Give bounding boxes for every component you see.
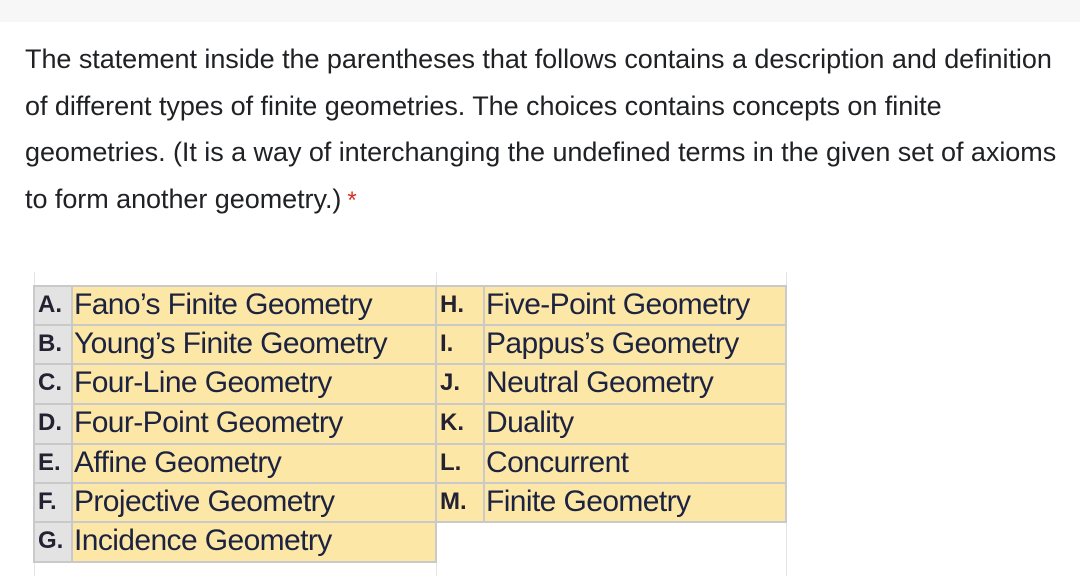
- choice-letter: L.: [436, 444, 484, 483]
- required-marker: *: [347, 186, 357, 214]
- table-row-border: [34, 285, 786, 287]
- choices-table-image: [30, 272, 790, 576]
- choice-letter: H.: [436, 286, 484, 325]
- table-column-border: [483, 285, 485, 523]
- choice-term: Incidence Geometry: [72, 522, 436, 562]
- choice-term: Four-Line Geometry: [72, 364, 436, 404]
- choice-term: Finite Geometry: [484, 483, 786, 522]
- choice-term: Five-Point Geometry: [484, 286, 786, 325]
- top-strip: [0, 0, 1080, 22]
- table-row-border: [34, 443, 786, 445]
- choice-letter: A.: [34, 286, 72, 325]
- table-column-border: [33, 285, 35, 563]
- table-row-border: [34, 521, 786, 523]
- choice-letter: J.: [436, 364, 484, 404]
- table-column-border: [71, 285, 73, 563]
- choice-letter: I.: [436, 325, 484, 364]
- choice-term: Young’s Finite Geometry: [72, 325, 436, 364]
- question-body: The statement inside the parentheses that follows contains a description and definition of different types of finite geometries. The choices contains concepts on finite geometries. (It is a way of interchanging the undefined terms in the given set of axioms to form another geometry.): [25, 44, 1057, 214]
- choice-letter: G.: [34, 522, 72, 562]
- choice-term: Affine Geometry: [72, 444, 436, 483]
- table-column-border: [785, 285, 787, 523]
- table-column-border: [435, 285, 437, 563]
- choice-term: Fano’s Finite Geometry: [72, 286, 436, 325]
- choice-letter: K.: [436, 404, 484, 444]
- choice-letter: D.: [34, 404, 72, 444]
- table-row-border: [34, 561, 436, 563]
- choice-term: Duality: [484, 404, 786, 444]
- choice-letter: C.: [34, 364, 72, 404]
- table-row-border: [34, 324, 786, 326]
- choice-letter: E.: [34, 444, 72, 483]
- table-row-border: [34, 403, 786, 405]
- choice-term: Neutral Geometry: [484, 364, 786, 404]
- table-row-border: [34, 482, 786, 484]
- choice-letter: B.: [34, 325, 72, 364]
- choice-term: Concurrent: [484, 444, 786, 483]
- choice-letter: F.: [34, 483, 72, 522]
- choice-term: Four-Point Geometry: [72, 404, 436, 444]
- choice-term: Projective Geometry: [72, 483, 436, 522]
- choice-term: Pappus’s Geometry: [484, 325, 786, 364]
- question-text: [25, 36, 1075, 224]
- choice-letter: M.: [436, 483, 484, 522]
- table-row-border: [34, 363, 786, 365]
